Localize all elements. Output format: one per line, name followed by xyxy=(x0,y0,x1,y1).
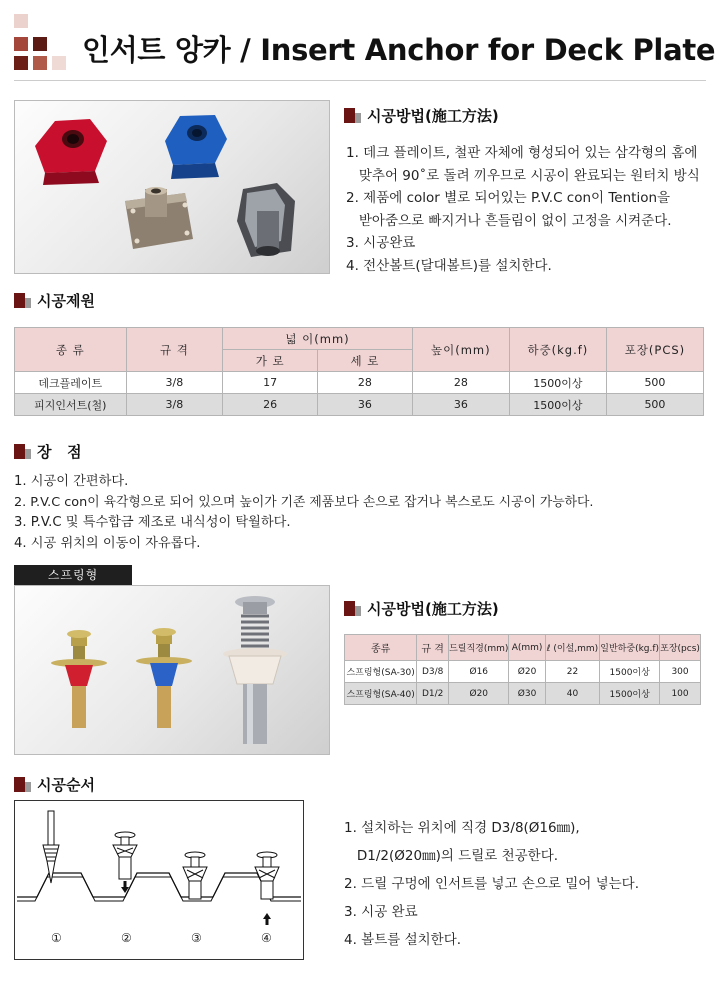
install-method-heading: 시공방법(施工方法) xyxy=(344,105,499,126)
advantages-heading: 장 점 xyxy=(14,441,82,462)
list-item: 2. P.V.C con이 육각형으로 되어 있으며 높이가 기존 제품보다 손으로 잡거나 복스로도 시공이 가능하다. xyxy=(14,494,594,510)
list-item: 4. 전산볼트(달대볼트)를 설치한다. xyxy=(346,257,552,274)
spring-anchor-illustration xyxy=(15,586,331,756)
step-label-3: ③ xyxy=(191,931,202,945)
page-title: 인서트 앙카 / Insert Anchor for Deck Plate xyxy=(82,33,716,67)
list-item: 4. 볼트를 설치한다. xyxy=(344,932,462,948)
spring-spec-table: 종류 규 격 드릴직경(mm) A(mm) ℓ (이설,mm) 일반하중(kg.f) 포장(pcs) 스프링형(SA-30) D3/8 Ø16 Ø20 22 1500이상 300 스프링형(SA-40) D1/2 Ø20 Ø30 40 1500이상 100 xyxy=(344,634,701,705)
table-row: 피지인서트(철) 3/8 26 36 36 1500이상 500 xyxy=(15,394,704,416)
sequence-heading: 시공순서 xyxy=(14,774,95,795)
col-header-width: 넓 이(mm) xyxy=(223,328,413,350)
list-item: 2. 제품에 color 별로 되어있는 P.V.C con이 Tention을 xyxy=(346,190,671,207)
col-header-height: 높이(mm) xyxy=(412,328,509,372)
advantages-list xyxy=(14,472,593,554)
col-header-load: 하중(kg.f) xyxy=(509,328,606,372)
section-marker-icon xyxy=(14,293,31,308)
product-photo-spring-anchors xyxy=(14,585,330,755)
spring-method-heading: 시공방법(施工方法) xyxy=(344,598,499,619)
list-item: 받아줌으로 빠지거나 흔들림이 없이 고정을 시켜준다. xyxy=(346,212,672,229)
section-marker-icon xyxy=(344,601,361,616)
spec-heading: 시공제원 xyxy=(14,290,95,311)
step-label-4: ④ xyxy=(261,931,272,945)
title-rule xyxy=(14,80,706,81)
section-marker-icon xyxy=(14,777,31,792)
section-marker-icon xyxy=(14,444,31,459)
install-method-list xyxy=(346,142,700,278)
list-item: 1. 시공이 간편하다. xyxy=(14,474,129,489)
table-row: 스프링형(SA-40) D1/2 Ø20 Ø30 40 1500이상 100 xyxy=(345,683,701,705)
list-item: 4. 시공 위치의 이동이 자유롭다. xyxy=(14,535,201,551)
col-header-pack: 포장(PCS) xyxy=(606,328,703,372)
list-item: D1/2(Ø20㎜)의 드릴로 천공한다. xyxy=(344,848,559,864)
product-photo-insert-anchors xyxy=(14,100,330,274)
list-item: 3. 시공 완료 xyxy=(344,904,418,920)
col-header-size: 규 격 xyxy=(126,328,223,372)
col-header-type: 종 류 xyxy=(15,328,127,372)
sequence-diagram xyxy=(14,800,304,960)
list-item: 3. P.V.C 및 특수합금 제조로 내식성이 탁월하다. xyxy=(14,515,291,530)
list-item: 3. 시공완료 xyxy=(346,235,416,252)
col-header-width-v: 세 로 xyxy=(318,350,413,372)
sequence-list xyxy=(344,814,639,954)
spec-table xyxy=(14,327,704,416)
section-marker-icon xyxy=(344,108,361,123)
col-header-width-h: 가 로 xyxy=(223,350,318,372)
spring-type-tab: 스프링형 xyxy=(14,565,132,585)
step-label-2: ② xyxy=(121,931,132,945)
table-row: 스프링형(SA-30) D3/8 Ø16 Ø20 22 1500이상 300 xyxy=(345,661,701,683)
list-item: 1. 데크 플레이트, 철판 자체에 형성되어 있는 삼각형의 홈에 xyxy=(346,145,698,161)
table-row: 데크플레이트 3/8 17 28 28 1500이상 500 xyxy=(15,372,704,394)
insert-anchor-illustration xyxy=(15,101,331,275)
list-item: 2. 드릴 구멍에 인서트를 넣고 손으로 밀어 넣는다. xyxy=(344,876,639,892)
list-item: 1. 설치하는 위치에 직경 D3/8(Ø16㎜), xyxy=(344,820,580,836)
list-item: 맞추어 90˚로 돌려 끼우므로 시공이 완료되는 원터치 방식 xyxy=(346,167,700,184)
step-label-1: ① xyxy=(51,931,62,945)
